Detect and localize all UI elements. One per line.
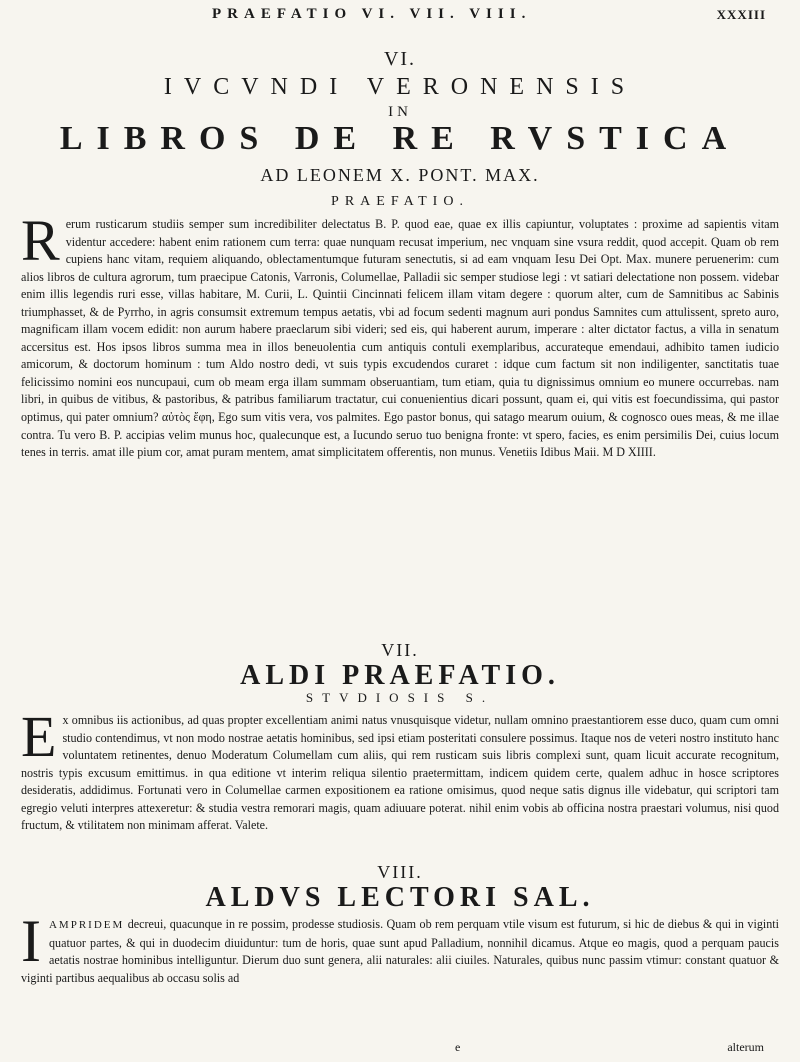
running-header xyxy=(0,6,800,30)
section-7-subtitle: STVDIOSIS S. xyxy=(305,690,495,705)
signature-mark: e xyxy=(455,1040,461,1054)
section-6-number: VI. xyxy=(383,48,417,70)
section-7-dropcap: E xyxy=(21,704,57,769)
running-title: PRAEFATIO VI. VII. VIII. xyxy=(212,6,532,22)
section-7-text: x omnibus iis actionibus, ad quas propter excellentiam animi natus vnusquisque videtur, nullam omnino praestantiorem esse duco, quam cum omni studio contendimus, vt non modo nostrae aetatis hominibus, sed ipsi etiam posteritati consulere possimus. Itaque nos de veteri nostro instituto hanc voluntatem retinentes, denuo Moderatum Columellam cum aliis, qui rem rusticam suis libris complexi sunt, quam licuit accurate recognitum, nostris typis excusum emittimus. in qua editione vt interim reliqua silentio praetermittam, indicem quidem certe, qualem adhuc in hosce scriptores desideratis, addidimus. Fortunati vero in Columellae carmen expositionem ea ratione omisimus, quod neque satis dignus ille videbatur, qui scriptori tam egregio veluti interpres attexeretur: & studia vestra remorari magis, quam adiuuare poterat. nihil enim vobis ab officina nostra praestari volumus, nisi quod fructum, & vtilitatem non minimam afferat. Valete. xyxy=(21,713,779,833)
section-8-title: ALDVS LECTORI SAL. xyxy=(205,882,595,913)
section-7-title: ALDI PRAEFATIO. xyxy=(240,660,560,691)
section-7-number: VII. xyxy=(381,640,419,660)
section-6-author: IVCVNDI VERONENSIS xyxy=(163,74,637,100)
section-6-praefatio-label: PRAEFATIO. xyxy=(331,194,469,209)
section-6-in: IN xyxy=(388,104,412,120)
section-8-dropcap: I xyxy=(21,908,41,974)
section-6-body xyxy=(21,208,779,462)
section-8-text: decreui, quacunque in re possim, prodesse studiosis. Quam ob rem perquam vtile visum est futurum, si hic de diebus & qui in viginti quatuor partes, & qui in duodecim diuiduntur: tum de horis, quae sunt apud Palladium, nonnihil dicamus. Atque eo magis, quod a perquam paucis aetatis nostrae hominibus intelliguntur. Dierum duo sunt genera, alii naturales: alii ciuiles. Naturales, quibus nunc passim vtimur: constant quatuor & viginti partibus aequalibus ab occasu solis ad xyxy=(21,917,779,985)
section-6-books-title: LIBROS DE RE RVSTICA xyxy=(59,120,741,157)
catchword: alterum xyxy=(727,1040,764,1054)
section-7-body xyxy=(21,704,779,835)
section-8-opening: AMPRIDEM xyxy=(48,919,125,931)
section-6-dropcap: R xyxy=(21,208,60,273)
section-8-body xyxy=(21,908,779,987)
section-8-number: VIII. xyxy=(377,862,423,882)
page-number: XXXIII xyxy=(716,7,766,22)
section-6-text: erum rusticarum studiis semper sum incredibiliter delectatus B. P. quod eae, quae ex illis capiuntur, voluptates : proxime ad sapientis vitam videntur accedere: habent enim rationem cum terra: quae nunquam recusat imperium, nec vnquam sine vsura reddit, quod accepit. Quam ob rem cupiens hanc vitam, requiem aliquando, oblectamentumque futuram senectutis, si ad eam vnquam Iesu Dei Opt. Max. munere peruenerim: cum alios libros de cultura agrorum, tum praecipue Catonis, Varronis, Columellae, Palladii sic semper studiose legi : vt satiari delectatione non possem. videbar enim illis legendis ruri esse, villas habitare, M. Curii, L. Quintii Cincinnati felicem illam vitam degere : quorum alter, cum de Samnitibus ac Sabinis triumphasset, & de Pyrrho, in agris consumsit extremum tempus aetatis, vbi ad focum sedenti magnum auri pondus Samnites cum attulissent, spreto auro, magnificam illam vocem edidit: non aurum habere praeclarum sibi videri; sed eis, qui haberent aurum, imperare : alter dictator factus, a villa in senatum accersitus est. Hos ipsos libros summa mea in illos beneuolentia cum antiquis contuli exemplaribus, accurateque emendaui, adhibito tamen iudicio amicorum, & doctorum hominum : tum Aldo nostro dedi, vt suis typis excudendos curaret : idque cum factum sit non indiligenter, sanctitatis tuae felicissimo nomini eos nuncupaui, cum ob meam erga illam summam obseruantiam, tum etiam, quia tu dignissimus omnium eo munere occurrebas. nam libri, in quibus de vitibus, & pastoribus, & patribus familiarum tractatur, cui conuenientius dicari possunt, quam ei, qui vitis est foecundissima, qui pastor optimus, qui pater omnium? αὐτὸς ἔφη, Ego sum vitis vera, vos palmites. Ego pastor bonus, qui satago mearum ouium, & cognosco oues meas, & me illae contra. Tu vero B. P. accipias velim munus hoc, qualecunque est, a Iucundo seruo tuo benigna fronte: vt spero, facies, es enim persimilis Dei, cuius locum tenes in terris. amat ille pium cor, amat puram mentem, amat simplicitatem offerentis, non munus. Venetiis Idibus Maii. M D XIIII. xyxy=(21,217,779,460)
section-6-dedication: AD LEONEM X. PONT. MAX. xyxy=(260,165,540,185)
